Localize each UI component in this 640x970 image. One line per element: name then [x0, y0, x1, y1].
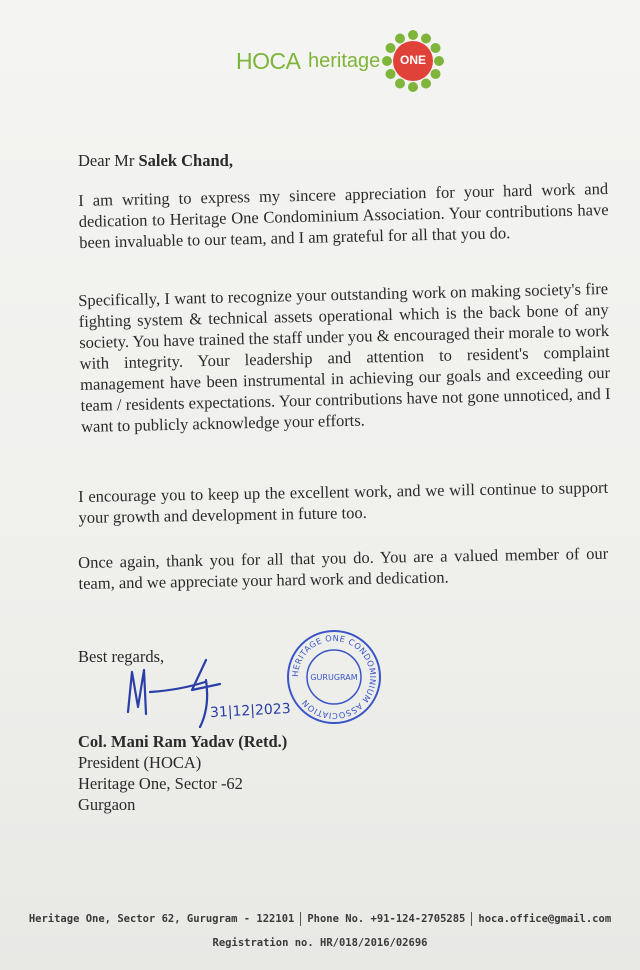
- salutation: [78, 150, 608, 171]
- signer-address-line-1: Heritage One, Sector -62: [78, 774, 243, 793]
- footer-divider: [300, 912, 301, 926]
- footer-registration: Registration no. HR/018/2016/02696: [212, 937, 428, 949]
- signer-address-line-2: Gurgaon: [78, 795, 136, 814]
- logo-heritage-text: heritage: [308, 50, 381, 72]
- footer-contact: [0, 912, 640, 926]
- footer-address: Heritage One, Sector 62, Gurugram - 122101: [28, 913, 295, 925]
- salutation-prefix: Dear Mr: [78, 151, 139, 170]
- footer-email: hoca.office@gmail.com: [478, 913, 612, 925]
- footer-divider: [471, 912, 472, 926]
- stamp-ring-text: HERITAGE ONE CONDOMINIUM ASSOCIATION: [289, 632, 379, 722]
- paragraph-4: Once again, thank you for all that you do. You are a valued member of our team, and we appreciate your hard work and dedication.: [78, 543, 609, 593]
- logo-one-text: ONE: [399, 53, 426, 67]
- paragraph-2: Specifically, I want to recognize your outstanding work on making society's fire fighting system & technical assets operational which is the back bone of any society. You have trained the staff under you & encouraged their morale to work with integrity. Your leadership and attention to resident's complaint management have been instrumental in achieving our goals and exceeding our team / residents expectations. Your contributions have not gone unnoticed, and I want to publicly acknowledge your efforts.: [78, 278, 611, 436]
- signer-title: President (HOCA): [78, 753, 202, 772]
- hoca-logo: [236, 28, 456, 88]
- paragraph-3: I encourage you to keep up the excellent work, and we will continue to support your growth and development in future too.: [78, 477, 609, 527]
- footer-phone: Phone No. +91-124-2705285: [307, 913, 466, 925]
- stamp-center-text: GURUGRAM: [310, 673, 358, 682]
- signer-block: [78, 731, 287, 815]
- signature-date: 31|12|2023: [209, 700, 292, 722]
- paragraph-1: I am writing to express my sincere appreciation for your hard work and dedication to Heritage One Condominium Association. Your contributions have been invaluable to our team, and I am grateful for all that you do.: [78, 178, 609, 252]
- logo-hoca-text: HOCA: [236, 48, 301, 74]
- signer-name: Col. Mani Ram Yadav (Retd.): [78, 732, 288, 751]
- recipient-name: Salek Chand,: [138, 151, 233, 170]
- closing: Best regards,: [78, 647, 165, 666]
